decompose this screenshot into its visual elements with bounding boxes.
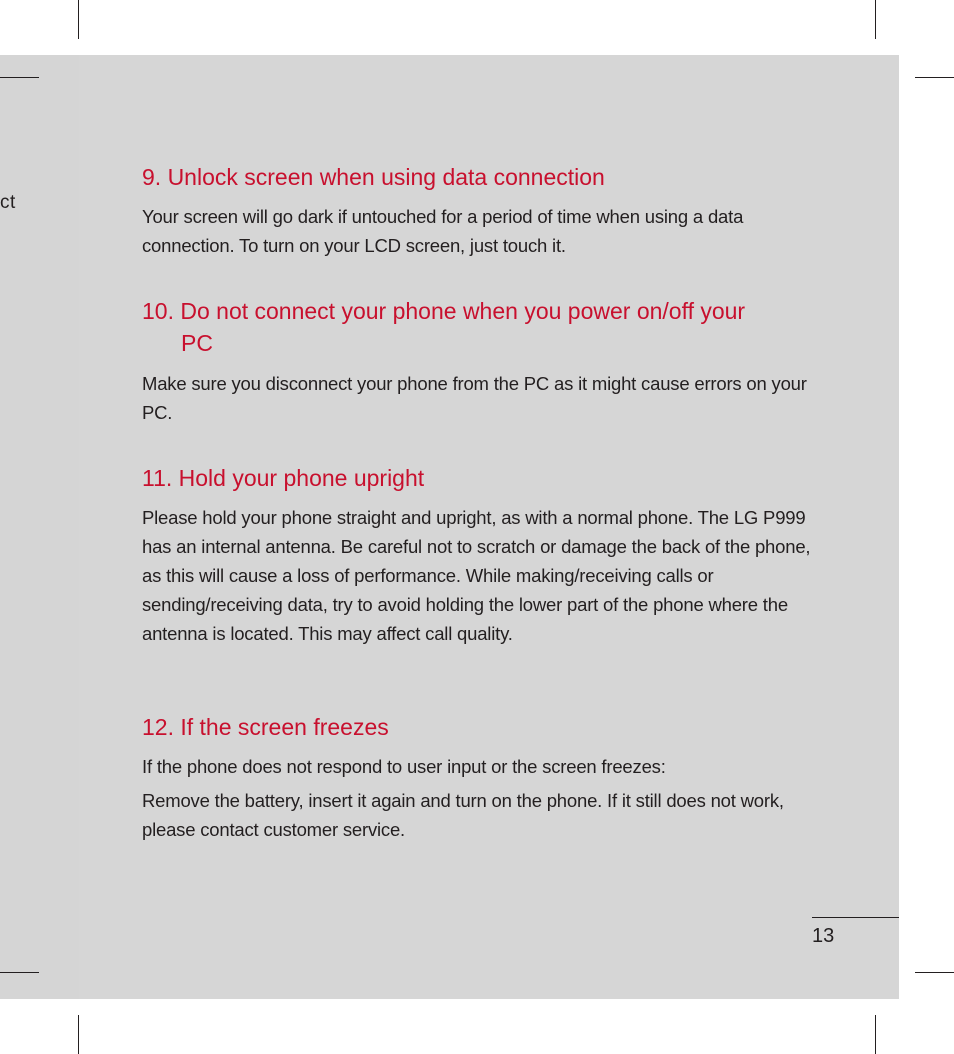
section-11-body: Please hold your phone straight and upright, as with a normal phone. The LG P999 has an internal antenna. Be careful not to scratch or damage the back of the phone, as this will cause a loss of performance. While making/receiving calls or sending/receiving data, try to avoid holding the lower part of the phone where the antenna is located. This may affect call quality. [142, 507, 811, 644]
crop-mark-bottom-right [875, 1015, 876, 1054]
section-9-body: Your screen will go dark if untouched for a period of time when using a data connection. To turn on your LCD screen, just touch it. [142, 206, 744, 256]
section-12-title: 12. If the screen freezes [142, 714, 389, 740]
section-10-body: Make sure you disconnect your phone from the PC as it might cause errors on your PC. [142, 373, 807, 423]
page-number: 13 [812, 925, 835, 947]
crop-mark-top-right [875, 0, 876, 39]
section-12-body-steps: Remove the battery, insert it again and turn on the phone. If it still does not work, please contact customer service. [142, 790, 784, 840]
section-12-body-intro: If the phone does not respond to user input or the screen freezes: [142, 756, 666, 777]
footer-rule [812, 917, 899, 918]
crop-mark-right-bottom [915, 972, 954, 973]
section-10-title-line2: PC [181, 330, 213, 356]
previous-page-text-fragment: ct [0, 192, 16, 213]
crop-mark-left-bottom [0, 972, 39, 973]
section-10-title [142, 295, 745, 359]
crop-mark-left-top [0, 77, 39, 78]
crop-mark-right-top [915, 77, 954, 78]
section-11-title: 11. Hold your phone upright [142, 465, 425, 491]
section-9-title: 9. Unlock screen when using data connection [142, 164, 605, 190]
crop-mark-bottom-left [78, 1015, 79, 1054]
section-10-title-line1: 10. Do not connect your phone when you power on/off your [142, 298, 746, 324]
crop-mark-top-left [78, 0, 79, 39]
